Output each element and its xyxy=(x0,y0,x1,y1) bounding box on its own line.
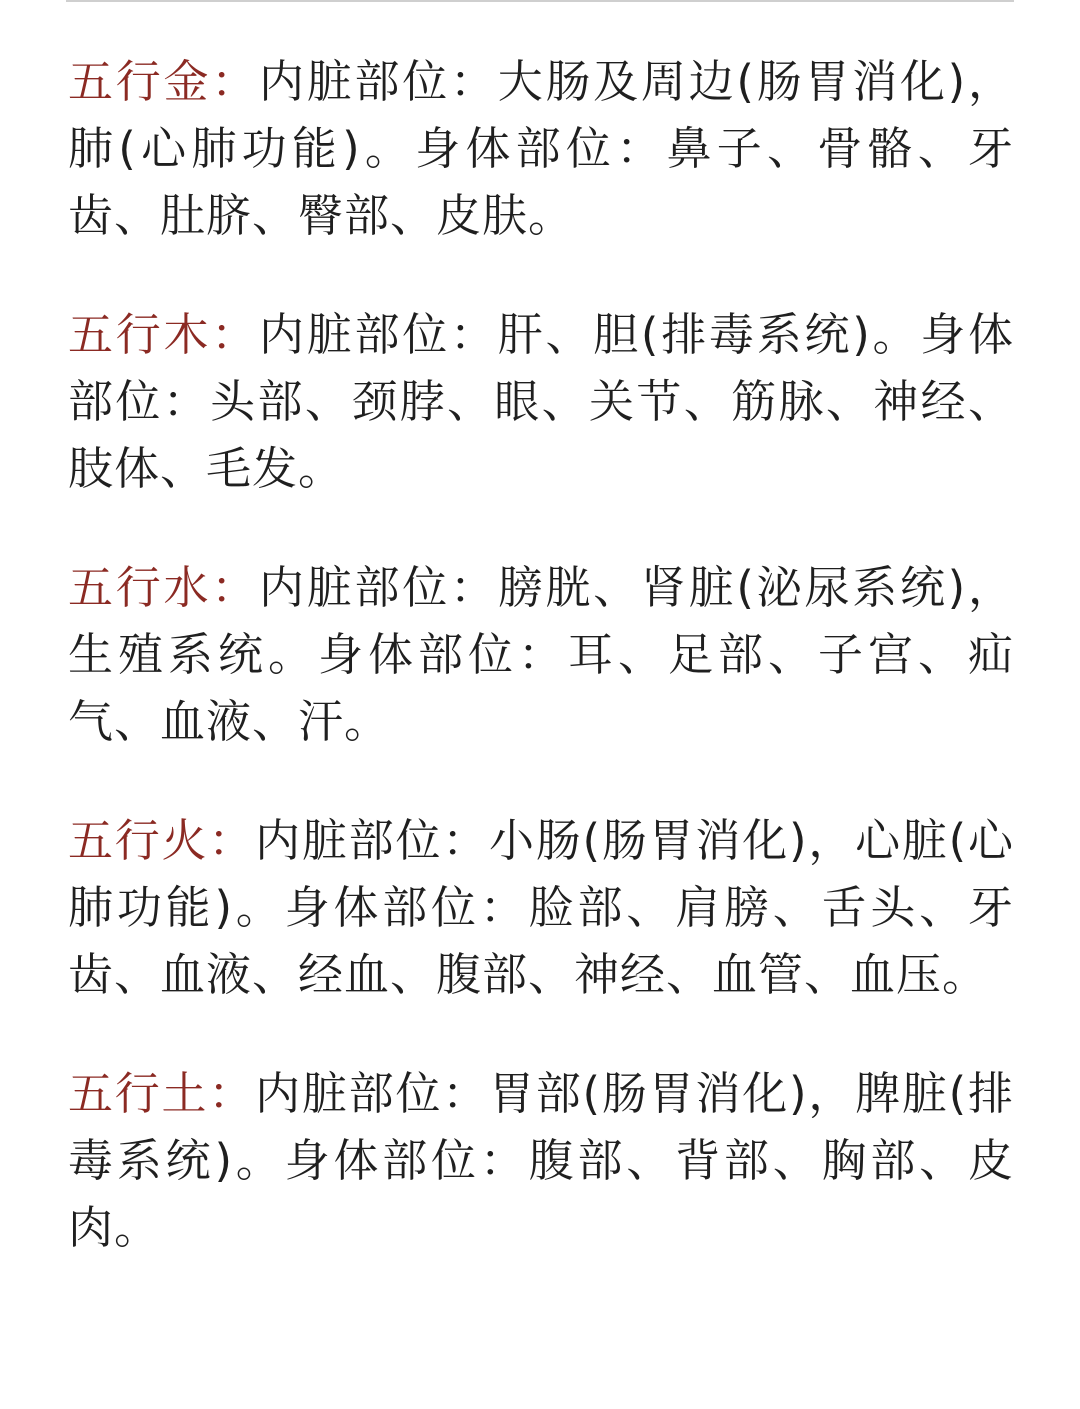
element-label-water: 五行水： xyxy=(68,561,259,614)
element-text-fire: 内脏部位：小肠(肠胃消化)，心脏(心肺功能)。身体部位：脸部、肩膀、舌头、牙齿、血液、经血、腹部、神经、血管、血压。 xyxy=(68,814,1014,1001)
paragraph-water xyxy=(68,554,1014,755)
top-divider xyxy=(66,0,1014,2)
paragraph-fire xyxy=(68,807,1014,1008)
element-text-metal: 内脏部位：大肠及周边(肠胃消化)，肺(心肺功能)。身体部位：鼻子、骨骼、牙齿、肚脐、臀部、皮肤。 xyxy=(68,55,1014,242)
element-text-earth: 内脏部位：胃部(肠胃消化)，脾脏(排毒系统)。身体部位：腹部、背部、胸部、皮肉。 xyxy=(68,1067,1014,1254)
element-label-wood: 五行木： xyxy=(68,308,259,361)
paragraph-earth xyxy=(68,1060,1014,1261)
paragraph-metal xyxy=(68,48,1014,249)
element-label-fire: 五行火： xyxy=(68,814,256,867)
element-label-metal: 五行金： xyxy=(68,55,259,108)
element-label-earth: 五行土： xyxy=(68,1067,256,1120)
element-text-water: 内脏部位：膀胱、肾脏(泌尿系统)，生殖系统。身体部位：耳、足部、子宫、疝气、血液、汗。 xyxy=(68,561,1014,748)
paragraph-wood xyxy=(68,301,1014,502)
element-text-wood: 内脏部位：肝、胆(排毒系统)。身体部位：头部、颈脖、眼、关节、筋脉、神经、肢体、毛发。 xyxy=(68,308,1014,495)
article-body xyxy=(68,48,1014,1313)
